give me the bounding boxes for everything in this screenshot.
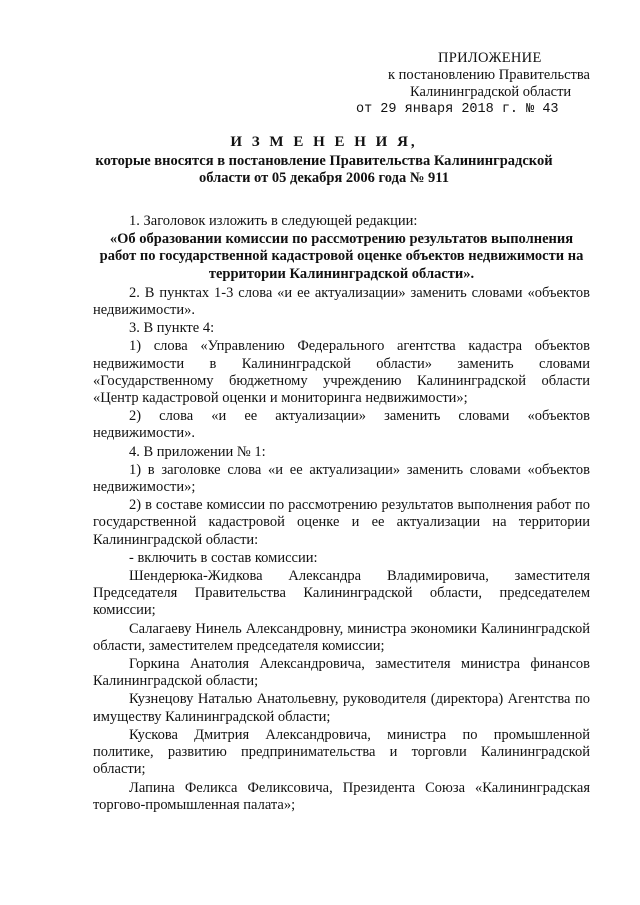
member-kuskov: Кускова Дмитрия Александровича, министра по промышленной политике, развитию предпринимательства и торговли Калининградской области; — [93, 726, 590, 778]
paragraph-2: 2. В пунктах 1-3 слова «и ее актуализации» заменить словами «объектов недвижимости». — [93, 284, 590, 319]
title-subheading: которые вносятся в постановление Правительства Калининградской области от 05 декабря 2006 года № 911 — [95, 153, 553, 186]
paragraph-3-1: 1) слова «Управлению Федерального агентства кадастра объектов недвижимости в Калининградской области» заменить словами «Государственному бюджетному учреждению Калининградской области «Центр кадастровой оценки и мониторинга недвижимости»; — [93, 338, 590, 407]
document-body — [93, 213, 590, 815]
appendix-region: Калининградской области — [410, 84, 572, 100]
paragraph-new-title: «Об образовании комиссии по рассмотрению результатов выполнения работ по государственной кадастровой оценке объектов недвижимости на территории Калининградской области». — [99, 231, 584, 282]
paragraph-3-2: 2) слова «и ее актуализации» заменить словами «объектов недвижимости». — [93, 408, 590, 442]
paragraph-4-1: 1) в заголовке слова «и ее актуализации» заменить словами «объектов недвижимости»; — [93, 461, 590, 496]
member-shenderyuk: Шендерюка-Жидкова Александра Владимировича, заместителя Председателя Правительства Калининградской области, председателем комиссии; — [93, 568, 590, 619]
member-kuznetsova: Кузнецову Наталью Анатольевну, руководителя (директора) Агентства по имуществу Калининградской области; — [93, 691, 590, 725]
member-salagaeva: Салагаеву Нинель Александровну, министра экономики Калининградской области, заместителем председателя комиссии; — [93, 620, 590, 654]
document-title — [90, 134, 558, 187]
paragraph-4-2: 2) в составе комиссии по рассмотрению результатов выполнения работ по государственной кадастровой оценке и ее актуализации на территории Калининградской области: — [93, 497, 590, 548]
title-heading: И З М Е Н Е Н И Я, — [230, 134, 418, 150]
member-lapin: Лапина Феликса Феликсовича, Президента Союза «Калининградская торгово-промышленная палата»; — [93, 779, 590, 813]
paragraph-3: 3. В пункте 4: — [129, 320, 215, 337]
appendix-label: ПРИЛОЖЕНИЕ — [438, 50, 542, 66]
appendix-date-number: от 29 января 2018 г. № 43 — [356, 102, 559, 117]
appendix-resolution: к постановлению Правительства — [388, 67, 590, 83]
paragraph-4: 4. В приложении № 1: — [129, 443, 266, 460]
paragraph-1: 1. Заголовок изложить в следующей редакции: — [129, 213, 418, 229]
appendix-header — [345, 50, 605, 118]
paragraph-include: - включить в состав комиссии: — [129, 549, 318, 566]
member-gorkin: Горкина Анатолия Александровича, заместителя министра финансов Калининградской области; — [93, 656, 590, 690]
